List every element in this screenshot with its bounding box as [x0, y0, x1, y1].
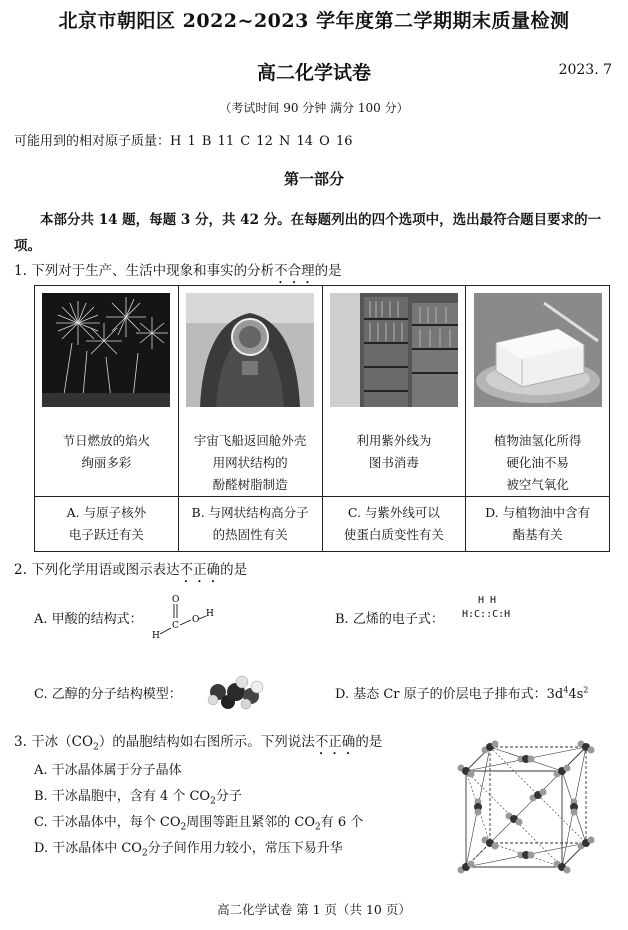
page-footer: 高二化学试卷 第 1 页（共 10 页）	[217, 902, 411, 917]
cell-butter: 植物油氢化所得 硬化油不易 被空气氧化	[466, 286, 610, 497]
q3-option-b[interactable]: B. 干冰晶胞中，含有 4 个 $CO_2$分子	[34, 789, 242, 807]
formic-acid-structure	[148, 592, 218, 640]
svg-text:H: H	[206, 609, 214, 619]
library-shelves-image	[330, 293, 458, 407]
question-2-stem: 2. 下列化学用语或图示表达不正确的是	[14, 562, 248, 578]
atomic-masses: 可能用到的相对原子质量：H 1 B 11 C 12 N 14 O 16	[14, 134, 353, 149]
q3-option-d[interactable]: D. 干冰晶体中 $CO_2$分子间作用力较小，常压下易升华	[34, 841, 343, 859]
dry-ice-unit-cell-image	[446, 735, 606, 887]
exam-subtitle: 高二化学试卷	[256, 62, 371, 84]
question-1-stem: 1. 下列对于生产、生活中现象和事实的分析不合理的是	[14, 263, 342, 279]
q2-option-a[interactable]: A. 甲酸的结构式：	[34, 612, 143, 627]
q3-option-c[interactable]: C. 干冰晶体中，每个 $CO_2$周围等距且紧邻的 $CO_2$有 6 个	[34, 815, 364, 833]
part-title: 第一部分	[283, 170, 344, 188]
svg-text:C: C	[172, 621, 179, 631]
q2-option-d[interactable]: D. 基态 Cr 原子的价层电子排布式：$3d^44s^2$	[335, 685, 589, 702]
part-instructions: 本部分共 14 题，每题 3 分，共 42 分。在每题列出的四个选项中，选出最符合题目要求的一项。	[14, 212, 602, 254]
exam-title: 北京市朝阳区 2022~2023 学年度第二学期期末质量检测	[58, 10, 570, 32]
return-capsule-image	[186, 293, 314, 407]
fireworks-image	[42, 293, 170, 407]
svg-text:O: O	[192, 615, 200, 625]
cell-fireworks: 节日燃放的焰火 绚丽多彩	[35, 286, 179, 497]
q2-option-c[interactable]: C. 乙醇的分子结构模型：	[34, 687, 182, 702]
cell-library: 利用紫外线为 图书消毒	[322, 286, 466, 497]
hardened-oil-image	[474, 293, 602, 407]
ethanol-model-image	[206, 670, 268, 710]
emphasis-text: 不正确	[179, 562, 221, 578]
q1-option-c[interactable]: C. 与紫外线可以 使蛋白质变性有关	[322, 497, 466, 552]
emphasis-text: 不合理	[274, 263, 315, 279]
q1-option-b[interactable]: B. 与网状结构高分子 的热固性有关	[178, 497, 322, 552]
q2-option-b[interactable]: B. 乙烯的电子式：	[335, 612, 444, 627]
exam-info: （考试时间 90 分钟 满分 100 分）	[219, 101, 409, 115]
q1-option-a[interactable]: A. 与原子核外 电子跃迁有关	[35, 497, 179, 552]
emphasis-text: 不正确	[314, 734, 356, 750]
question-1-table	[34, 285, 610, 552]
q3-option-a[interactable]: A. 干冰晶体属于分子晶体	[34, 763, 182, 778]
cell-capsule: 宇宙飞船返回舱外壳 用网状结构的 酚醛树脂制造	[178, 286, 322, 497]
ethylene-electron-formula: H H H:C::C:H	[462, 595, 511, 620]
svg-text:O: O	[172, 595, 180, 605]
svg-text:H: H	[152, 631, 160, 640]
question-3-stem: 3. 干冰$(CO_2)$的晶胞结构如右图所示。下列说法不正确的是	[14, 734, 383, 753]
q1-option-d[interactable]: D. 与植物油中含有 酯基有关	[466, 497, 610, 552]
exam-date: 2023. 7	[558, 62, 612, 78]
